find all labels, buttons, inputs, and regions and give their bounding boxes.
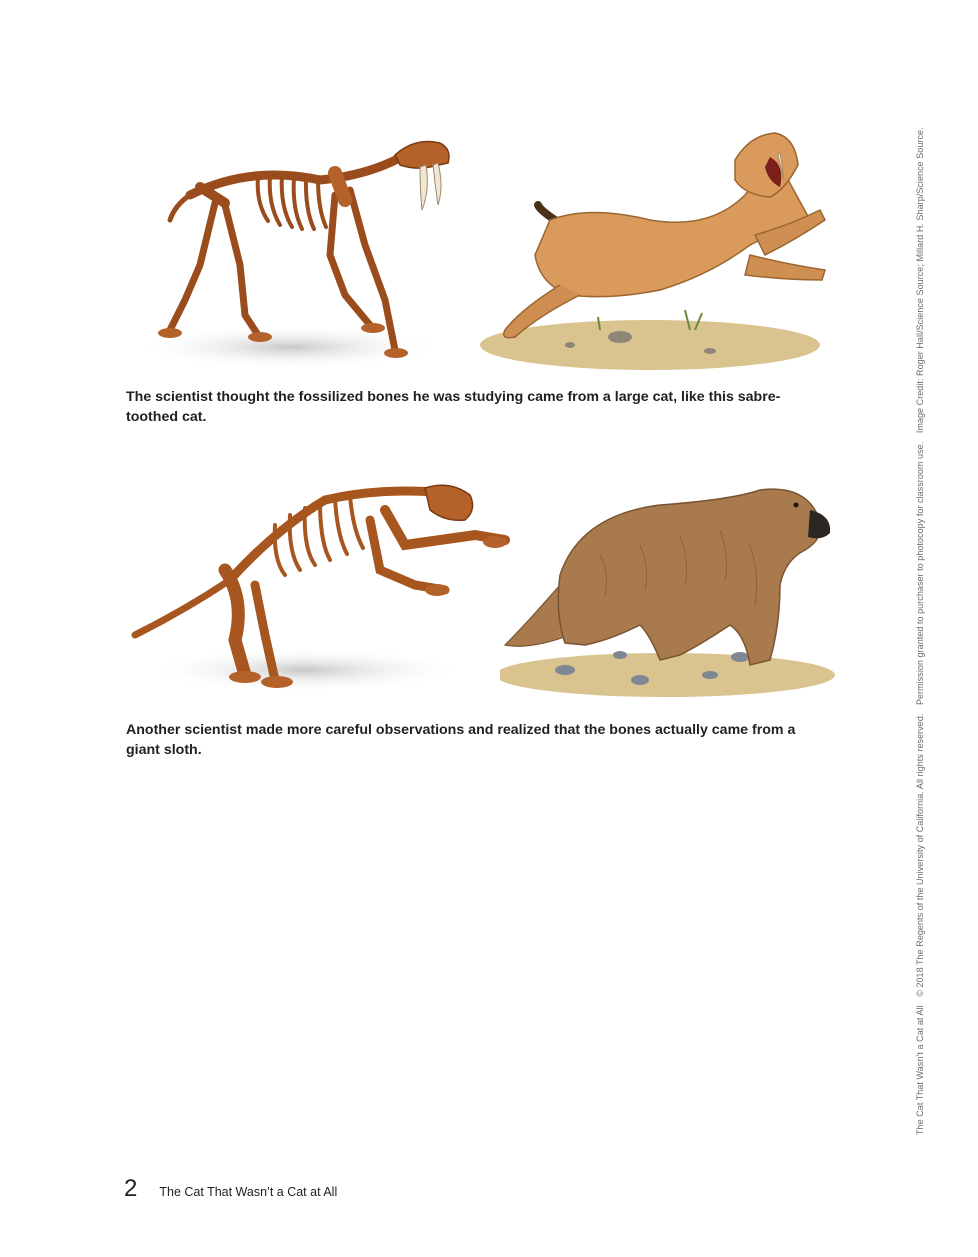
footer-title: The Cat That Wasn’t a Cat at All bbox=[159, 1185, 338, 1199]
credit-title: The Cat That Wasn’t a Cat at All bbox=[915, 1005, 925, 1135]
vertical-credit-line bbox=[915, 121, 925, 1135]
credit-copyright: © 2018 The Regents of the University of California. All rights reserved. bbox=[915, 713, 925, 997]
sabre-cat-illustration-image bbox=[480, 125, 860, 375]
giant-sloth-skeleton-image bbox=[125, 470, 510, 695]
caption-sabre-cat: The scientist thought the fossilized bones he was studying came from a large cat, like this sabre-toothed cat. bbox=[126, 389, 781, 425]
credit-image: Image Credit: Roger Hall/Science Source; Millard H. Sharp/Science Source. bbox=[915, 127, 925, 434]
giant-sloth-illustration-image bbox=[500, 475, 840, 700]
caption-giant-sloth: Another scientist made more careful observations and realized that the bones actually came from a giant sloth. bbox=[126, 722, 796, 758]
sabre-cat-skeleton-image bbox=[130, 125, 470, 375]
page-footer bbox=[124, 1175, 337, 1203]
credit-permission: Permission granted to purchaser to photocopy for classroom use. bbox=[915, 441, 925, 706]
page-number: 2 bbox=[124, 1175, 138, 1202]
